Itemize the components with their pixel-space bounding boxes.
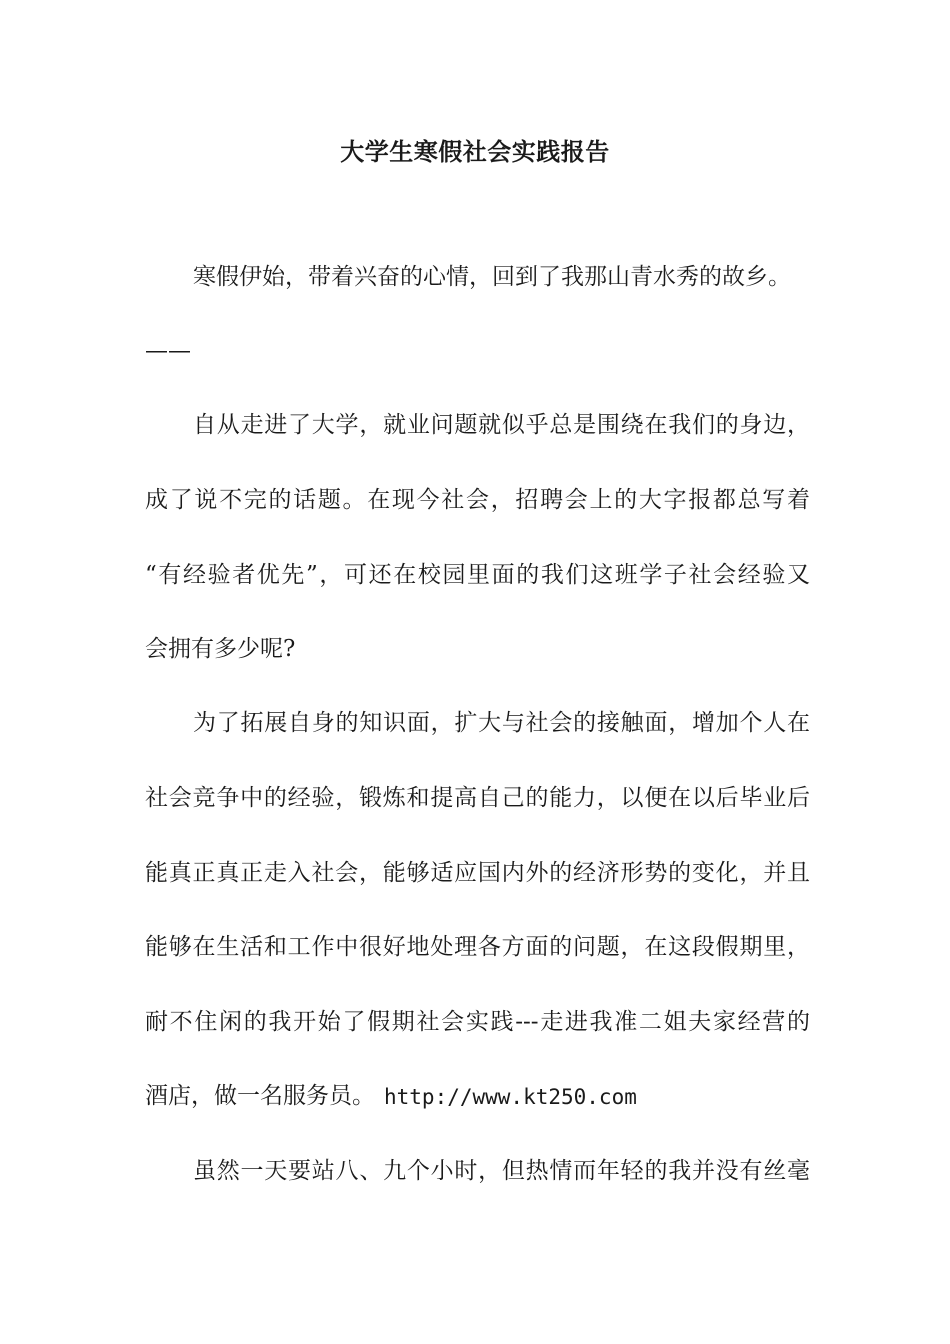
paragraph-line: 能够在生活和工作中很好地处理各方面的问题，在这段假期里，: [145, 934, 810, 960]
paragraph-line: 耐不住闲的我开始了假期社会实践---走进我准二姐夫家经营的: [145, 1009, 810, 1035]
paragraph-line: 自从走进了大学，就业问题就似乎总是围绕在我们的身边，: [193, 412, 810, 438]
paragraph-line: 酒店，做一名服务员。: [145, 1083, 375, 1109]
paragraph-line: 为了拓展自身的知识面，扩大与社会的接触面，增加个人在: [193, 710, 810, 736]
document-title: 大学生寒假社会实践报告: [340, 138, 610, 166]
paragraph-line: 会拥有多少呢?: [145, 636, 296, 662]
paragraph-line: ——: [145, 338, 191, 364]
paragraph-line: 社会竞争中的经验，锻炼和提高自己的能力，以便在以后毕业后: [145, 785, 810, 811]
url-text: http://www.kt250.com: [384, 1085, 637, 1109]
paragraph-line: 寒假伊始，带着兴奋的心情，回到了我那山青水秀的故乡。: [193, 264, 791, 290]
paragraph-line: 能真正真正走入社会，能够适应国内外的经济形势的变化，并且: [145, 860, 810, 886]
paragraph-line: “有经验者优先”，可还在校园里面的我们这班学子社会经验又: [145, 562, 810, 588]
paragraph-line: 成了说不完的话题。在现今社会，招聘会上的大字报都总写着: [145, 487, 810, 513]
paragraph-line: 虽然一天要站八、九个小时，但热情而年轻的我并没有丝毫: [193, 1158, 810, 1184]
